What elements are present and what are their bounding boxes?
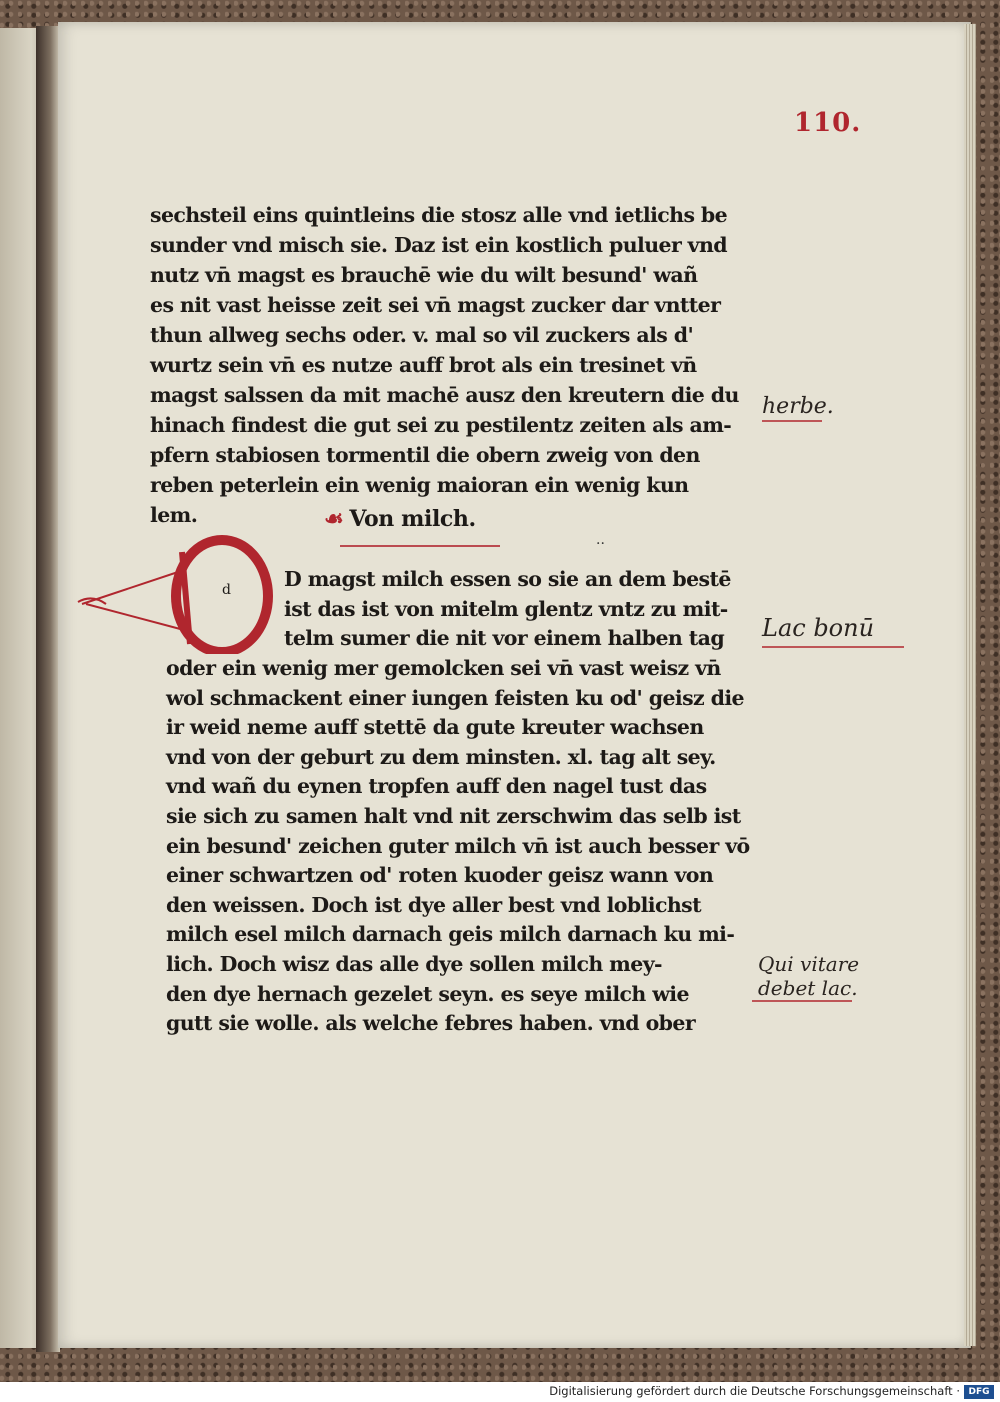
- text-line: nutz vn̄ magst es brauchē wie du wilt besund' wañ: [150, 263, 698, 287]
- section-heading-text: Von milch.: [349, 506, 476, 532]
- initial-flourish: [78, 570, 184, 630]
- marginal-note-debet-lac: debet lac.: [758, 976, 858, 1000]
- text-line: einer schwartzen od' roten kuoder geisz wann von: [166, 863, 714, 888]
- text-line: ein besund' zeichen guter milch vn̄ ist auch besser vō: [166, 833, 750, 858]
- text-line: ist das ist von mitelm glentz vntz zu mit-: [284, 596, 728, 621]
- marginal-note-underline: [762, 646, 904, 648]
- marginal-note-underline: [752, 1000, 852, 1002]
- book-spine-gutter: [36, 26, 60, 1352]
- text-line: magst salssen da mit machē ausz den kreutern die du: [150, 383, 739, 407]
- paragraph-2-beside-initial: [284, 565, 731, 654]
- marginal-note-herbe: herbe.: [762, 394, 834, 419]
- text-line: wol schmackent einer iungen feisten ku od' geisz die: [166, 685, 744, 710]
- paragraph-2: [166, 654, 750, 1039]
- text-line: es nit vast heisse zeit sei vn̄ magst zucker dar vntter: [150, 293, 721, 317]
- text-line: oder ein wenig mer gemolcken sei vn̄ vast weisz vn̄: [166, 656, 721, 680]
- text-line: sechsteil eins quintleins die stosz alle vnd ietlichs be: [150, 203, 728, 227]
- heading-red-underline: [340, 545, 500, 547]
- text-line: den weissen. Doch ist dye aller best vnd loblichst: [166, 892, 701, 917]
- marginal-note-qui-vitare: Qui vitare: [758, 952, 860, 976]
- text-line: vnd wañ du eynen tropfen auff den nagel tust das: [166, 774, 707, 799]
- text-line: sunder vnd misch sie. Daz ist ein kostlich puluer vnd: [150, 233, 728, 257]
- funding-credit: Digitalisierung gefördert durch die Deutsche Forschungsgemeinschaft ·: [549, 1384, 960, 1398]
- initial-small-letter: d: [222, 582, 231, 598]
- text-line: thun allweg sechs oder. v. mal so vil zuckers als d': [150, 323, 694, 347]
- text-line: gutt sie wolle. als welche febres haben. vnd ober: [166, 1011, 696, 1036]
- text-line: hinach findest die gut sei zu pestilentz zeiten als am-: [150, 413, 732, 437]
- text-line: milch esel milch darnach geis milch darnach ku mi-: [166, 922, 735, 947]
- text-line: den dye hernach gezelet seyn. es seye milch wie: [166, 981, 689, 1006]
- folio-number: 110.: [794, 108, 862, 138]
- text-line: telm sumer die nit vor einem halben tag: [284, 626, 725, 651]
- text-line: reben peterlein ein wenig maioran ein wenig kun: [150, 473, 689, 497]
- text-line: lich. Doch wisz das alle dye sollen milch mey-: [166, 951, 662, 976]
- rubricated-initial-d: [72, 534, 282, 654]
- text-line: wurtz sein vn̄ es nutze auff brot als ein tresinet vn̄: [150, 353, 697, 377]
- paragraph-1: [150, 200, 739, 530]
- text-line: D magst milch essen so sie an dem bestē: [284, 567, 731, 591]
- text-line: lem.: [150, 503, 198, 527]
- text-line: pfern stabiosen tormentil die obern zweig von den: [150, 443, 700, 467]
- page-stack-edge: [964, 24, 976, 1346]
- printer-dots: ··: [596, 536, 605, 552]
- text-line: sie sich zu samen halt vnd nit zerschwim das selb ist: [166, 803, 741, 828]
- text-line: vnd von der geburt zu dem minsten. xl. tag alt sey.: [166, 744, 716, 769]
- text-line: ir weid neme auff stettē da gute kreuter wachsen: [166, 715, 704, 740]
- dfg-logo: DFG: [964, 1385, 994, 1399]
- section-heading: [324, 506, 476, 532]
- marginal-note-underline: [762, 420, 822, 422]
- rubric-pilcrow-icon: ☙: [324, 506, 344, 532]
- marginal-note-lac-bonum: Lac bonū: [762, 614, 875, 642]
